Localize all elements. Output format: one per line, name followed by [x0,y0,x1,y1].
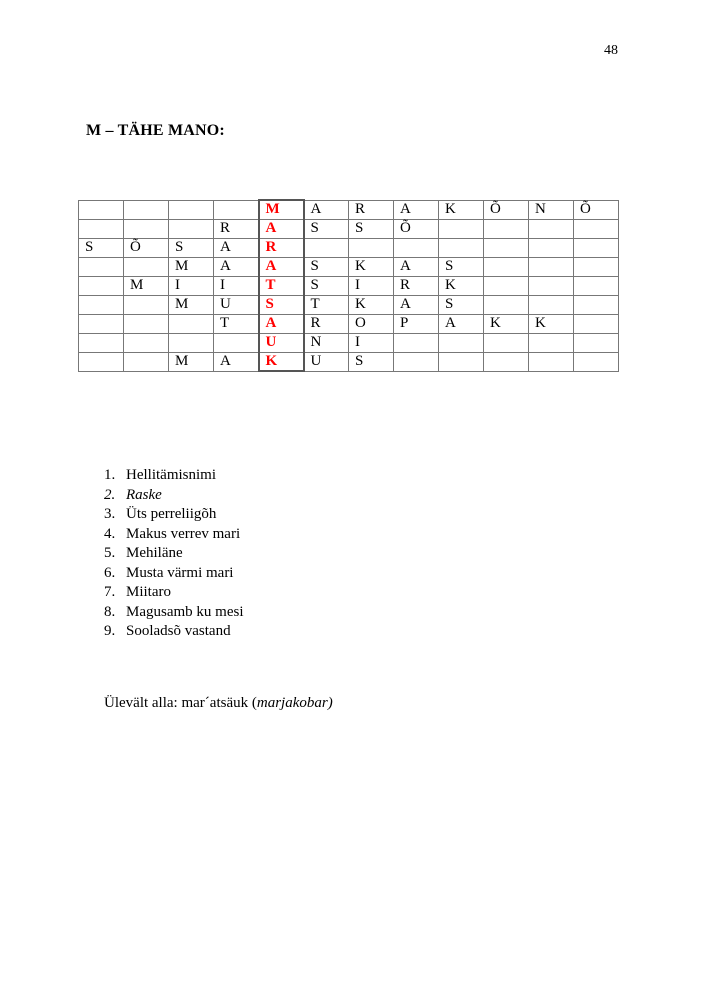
grid-cell [79,200,124,219]
grid-cell: S [349,352,394,371]
grid-cell [169,200,214,219]
grid-cell [484,238,529,257]
grid-cell: S [439,257,484,276]
answer-line [104,695,333,712]
grid-row [79,238,619,257]
grid-cell: U [214,295,259,314]
clue-number: 2. [104,486,116,503]
grid-row [79,333,619,352]
grid-cell: S [439,295,484,314]
grid-cell [439,238,484,257]
clue-text: Makus verrev mari [126,525,241,542]
clue-number: 8. [104,603,116,620]
grid-cell [439,352,484,371]
clue-item [104,622,244,642]
grid-cell: I [349,276,394,295]
grid-cell: S [304,276,349,295]
grid-cell [79,276,124,295]
clue-number: 3. [104,506,116,522]
grid-cell: R [394,276,439,295]
grid-cell: A [394,257,439,276]
grid-row [79,314,619,333]
grid-cell [529,333,574,352]
clue-item [104,505,244,525]
grid-cell [124,219,169,238]
grid-row [79,352,619,371]
grid-key-cell: R [259,238,304,257]
grid-key-cell: A [259,257,304,276]
clue-text: Musta värmi mari [126,564,234,581]
grid-cell: S [304,257,349,276]
grid-cell [574,257,619,276]
grid-cell: T [214,314,259,333]
grid-cell: S [349,219,394,238]
grid-cell: Õ [484,200,529,219]
grid-cell [124,295,169,314]
grid-cell [439,333,484,352]
grid-cell [529,219,574,238]
grid-cell: S [169,238,214,257]
grid-cell [304,238,349,257]
page-title: M – TÄHE MANO: [86,122,225,139]
grid-cell [394,352,439,371]
grid-cell [124,200,169,219]
grid-cell: U [304,352,349,371]
grid-row [79,276,619,295]
crossword-grid [78,199,619,372]
grid-cell [484,333,529,352]
grid-cell: Õ [394,219,439,238]
clue-number: 4. [104,525,116,542]
grid-cell: A [394,295,439,314]
grid-cell [349,238,394,257]
grid-cell: T [304,295,349,314]
grid-cell: O [349,314,394,333]
clue-item [104,486,244,506]
grid-cell [169,219,214,238]
grid-cell [574,314,619,333]
clue-number: 7. [104,584,116,600]
grid-cell: I [214,276,259,295]
grid-cell [529,295,574,314]
grid-cell [484,276,529,295]
grid-cell [214,200,259,219]
grid-cell [124,352,169,371]
grid-cell: R [304,314,349,333]
clue-text: Mehiläne [126,545,183,561]
grid-cell: A [214,352,259,371]
clue-item [104,603,244,623]
clue-text: Raske [126,486,162,503]
grid-cell [484,219,529,238]
grid-cell [394,333,439,352]
grid-cell: R [349,200,394,219]
grid-cell: K [349,257,394,276]
grid-cell: M [169,257,214,276]
grid-cell [394,238,439,257]
grid-cell: A [214,257,259,276]
grid-key-cell: A [259,219,304,238]
grid-cell: R [214,219,259,238]
grid-cell: Õ [124,238,169,257]
grid-cell: M [124,276,169,295]
grid-row [79,200,619,219]
grid-cell [214,333,259,352]
grid-cell [574,219,619,238]
grid-cell: A [394,200,439,219]
grid-cell [574,333,619,352]
clue-item [104,583,244,603]
grid-cell: K [484,314,529,333]
grid-cell: I [169,276,214,295]
grid-cell [124,333,169,352]
grid-cell: M [169,295,214,314]
grid-cell: K [349,295,394,314]
grid-cell [124,257,169,276]
grid-key-cell: T [259,276,304,295]
grid-cell [484,352,529,371]
grid-cell [79,219,124,238]
grid-cell [574,352,619,371]
grid-cell [529,238,574,257]
answer-translation: marjakobar) [256,695,333,711]
grid-cell: A [304,200,349,219]
grid-cell [169,333,214,352]
grid-cell [79,295,124,314]
clue-item [104,466,244,486]
clue-item [104,525,244,545]
grid-cell [484,257,529,276]
grid-cell [529,257,574,276]
grid-cell: P [394,314,439,333]
grid-cell [439,219,484,238]
answer-label: Ülevält alla: mar´atsäuk ( [104,695,257,711]
grid-cell: N [529,200,574,219]
grid-cell: N [304,333,349,352]
grid-cell: K [439,276,484,295]
clue-text: Üts perreliigõh [126,506,217,522]
grid-row [79,257,619,276]
clue-item [104,544,244,564]
grid-cell: A [214,238,259,257]
clue-text: Miitaro [126,584,171,600]
clue-list [104,466,244,642]
grid-key-cell: U [259,333,304,352]
clue-number: 9. [104,623,116,639]
grid-cell [574,295,619,314]
grid-cell: I [349,333,394,352]
clue-text: Hellitämisnimi [126,467,216,483]
clue-text: Magusamb ku mesi [126,603,244,620]
grid-key-cell: K [259,352,304,371]
grid-cell [529,352,574,371]
grid-key-cell: M [259,200,304,219]
grid-cell [529,276,574,295]
clue-number: 6. [104,564,116,581]
grid-cell [574,276,619,295]
grid-row [79,219,619,238]
grid-cell: A [439,314,484,333]
grid-cell: Õ [574,200,619,219]
clue-item [104,564,244,584]
grid-cell: M [169,352,214,371]
page-number: 48 [604,43,618,58]
grid-cell: S [304,219,349,238]
grid-cell [79,333,124,352]
grid-cell [79,352,124,371]
clue-text: Sooladsõ vastand [126,623,231,639]
grid-cell [79,314,124,333]
grid-cell [79,257,124,276]
clue-number: 1. [104,467,116,483]
grid-row [79,295,619,314]
grid-cell [169,314,214,333]
grid-key-cell: A [259,314,304,333]
grid-cell: K [529,314,574,333]
grid-cell: S [79,238,124,257]
grid-cell [574,238,619,257]
grid-key-cell: S [259,295,304,314]
grid-cell [124,314,169,333]
grid-cell: K [439,200,484,219]
clue-number: 5. [104,545,116,561]
grid-cell [484,295,529,314]
